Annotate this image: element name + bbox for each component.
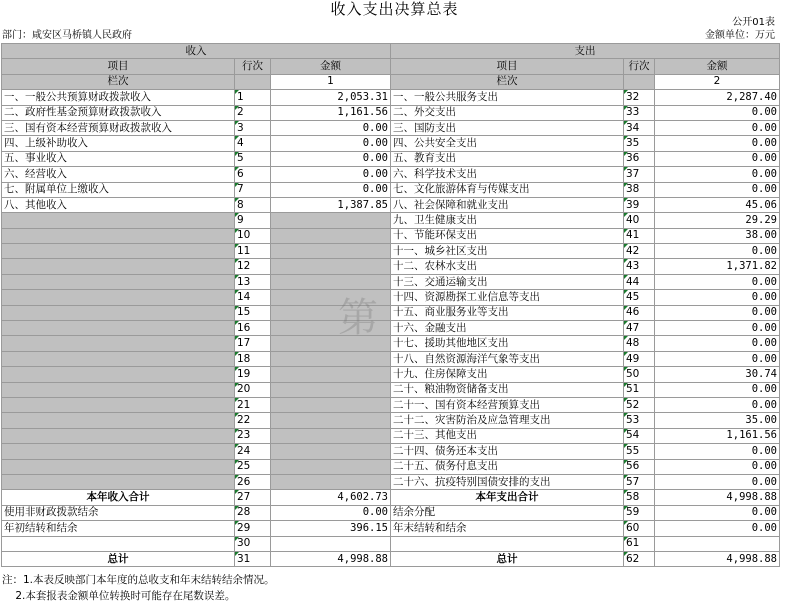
expense-total-line-cell[interactable]: 58 (624, 490, 655, 505)
footnotes (2, 572, 275, 604)
expense-line-cell[interactable]: 46 (624, 305, 655, 320)
income-item-cell[interactable] (2, 274, 235, 289)
income-amount-cell[interactable] (271, 228, 391, 243)
expense-amount-cell[interactable]: 0.00 (655, 444, 780, 459)
income-item-cell[interactable] (2, 305, 235, 320)
table-row (2, 382, 780, 397)
income-line-cell[interactable]: 16 (235, 321, 271, 336)
expense-line-header[interactable]: 行次 (624, 59, 655, 74)
income-item-cell[interactable] (2, 444, 235, 459)
expense-amount-cell[interactable]: 0.00 (655, 120, 780, 135)
income-amount-cell[interactable]: 0.00 (271, 136, 391, 151)
expense-total-item-cell[interactable]: 本年支出合计 (391, 490, 624, 505)
income-total-item-cell[interactable]: 总计 (2, 551, 235, 566)
income-amount-cell[interactable] (271, 413, 391, 428)
expense-amount-cell[interactable]: 0.00 (655, 305, 780, 320)
expense-item-cell[interactable]: 一、一般公共服务支出 (391, 90, 624, 105)
expense-item-cell[interactable]: 二十一、国有资本经营预算支出 (391, 397, 624, 412)
section-header-row (2, 44, 780, 59)
footnote-2: 2.本套报表金额单位转换时可能存在尾数误差。 (2, 590, 236, 602)
table-row (2, 505, 780, 520)
expense-amount-cell[interactable]: 2,287.40 (655, 90, 780, 105)
expense-total-amount-cell[interactable]: 4,998.88 (655, 551, 780, 566)
expense-item-cell[interactable]: 二十六、抗疫特别国债安排的支出 (391, 474, 624, 489)
expense-item-cell[interactable]: 七、文化旅游体育与传媒支出 (391, 182, 624, 197)
income-total-amount-cell[interactable]: 4,998.88 (271, 551, 391, 566)
income-line-cell[interactable]: 3 (235, 120, 271, 135)
income-line-header[interactable]: 行次 (235, 59, 271, 74)
income-total-line-cell[interactable]: 27 (235, 490, 271, 505)
income-amount-cell[interactable] (271, 459, 391, 474)
income-amount-cell[interactable] (271, 428, 391, 443)
table-row (2, 474, 780, 489)
department-label: 部门：咸安区马桥镇人民政府 (2, 30, 132, 41)
income-total-item-cell[interactable]: 年初结转和结余 (2, 521, 235, 536)
expense-line-cell[interactable]: 42 (624, 244, 655, 259)
table-row (2, 90, 780, 105)
income-item-cell[interactable] (2, 459, 235, 474)
expense-item-cell[interactable]: 四、公共安全支出 (391, 136, 624, 151)
page-title: 收入支出决算总表 (330, 0, 459, 18)
total-row (2, 551, 780, 566)
table-row (2, 197, 780, 212)
expense-amount-cell[interactable]: 0.00 (655, 244, 780, 259)
income-section-header[interactable]: 收入 (2, 44, 391, 59)
expense-column-number[interactable]: 2 (655, 74, 780, 89)
table-row (2, 444, 780, 459)
income-line-cell[interactable]: 10 (235, 228, 271, 243)
income-item-cell[interactable] (2, 382, 235, 397)
income-item-cell[interactable] (2, 321, 235, 336)
expense-amount-cell[interactable]: 38.00 (655, 228, 780, 243)
expense-amount-cell[interactable]: 1,161.56 (655, 428, 780, 443)
income-item-cell[interactable]: 二、政府性基金预算财政拨款收入 (2, 105, 235, 120)
expense-line-cell[interactable]: 34 (624, 120, 655, 135)
expense-line-cell[interactable]: 36 (624, 151, 655, 166)
income-line-cell[interactable]: 17 (235, 336, 271, 351)
income-amount-cell[interactable]: 0.00 (271, 167, 391, 182)
income-total-amount-cell[interactable] (271, 536, 391, 551)
income-line-cell[interactable]: 5 (235, 151, 271, 166)
income-item-cell[interactable] (2, 290, 235, 305)
income-item-cell[interactable] (2, 259, 235, 274)
total-row (2, 490, 780, 505)
income-item-cell[interactable]: 八、其他收入 (2, 197, 235, 212)
income-amount-cell[interactable] (271, 213, 391, 228)
expense-line-cell[interactable]: 43 (624, 259, 655, 274)
income-line-cell[interactable]: 12 (235, 259, 271, 274)
table-row (2, 213, 780, 228)
table-row (2, 367, 780, 382)
expense-item-cell[interactable]: 十七、援助其他地区支出 (391, 336, 624, 351)
expense-amount-cell[interactable]: 29.29 (655, 213, 780, 228)
expense-item-cell[interactable]: 二、外交支出 (391, 105, 624, 120)
income-item-cell[interactable] (2, 474, 235, 489)
income-amount-cell[interactable] (271, 397, 391, 412)
income-amount-cell[interactable] (271, 367, 391, 382)
expense-total-line-cell[interactable]: 60 (624, 521, 655, 536)
income-item-cell[interactable] (2, 213, 235, 228)
income-total-line-cell[interactable]: 28 (235, 505, 271, 520)
income-line-cell[interactable]: 6 (235, 167, 271, 182)
expense-item-cell[interactable]: 二十三、其他支出 (391, 428, 624, 443)
expense-line-cell[interactable]: 41 (624, 228, 655, 243)
table-row (2, 274, 780, 289)
expense-amount-cell[interactable]: 0.00 (655, 351, 780, 366)
expense-amount-cell[interactable]: 1,371.82 (655, 259, 780, 274)
table-row (2, 228, 780, 243)
income-total-item-cell[interactable]: 本年收入合计 (2, 490, 235, 505)
expense-item-cell[interactable]: 十、节能环保支出 (391, 228, 624, 243)
expense-amount-cell[interactable]: 30.74 (655, 367, 780, 382)
table-row (2, 290, 780, 305)
income-total-line-cell[interactable]: 31 (235, 551, 271, 566)
table-row (2, 413, 780, 428)
expense-amount-cell[interactable]: 0.00 (655, 151, 780, 166)
income-item-cell[interactable] (2, 244, 235, 259)
income-item-cell[interactable] (2, 428, 235, 443)
table-row (2, 136, 780, 151)
income-line-cell[interactable]: 8 (235, 197, 271, 212)
expense-amount-cell[interactable]: 0.00 (655, 182, 780, 197)
income-amount-cell[interactable] (271, 351, 391, 366)
expense-item-cell[interactable]: 二十五、债务付息支出 (391, 459, 624, 474)
table-row (2, 351, 780, 366)
income-line-cell[interactable]: 24 (235, 444, 271, 459)
income-line-cell[interactable]: 1 (235, 90, 271, 105)
income-total-amount-cell[interactable]: 0.00 (271, 505, 391, 520)
expense-line-cell[interactable]: 45 (624, 290, 655, 305)
expense-total-item-cell[interactable]: 总计 (391, 551, 624, 566)
income-line-cell[interactable]: 18 (235, 351, 271, 366)
table-row (2, 336, 780, 351)
table-row (2, 428, 780, 443)
expense-line-cell[interactable]: 56 (624, 459, 655, 474)
income-amount-cell[interactable] (271, 382, 391, 397)
expense-line-cell[interactable]: 47 (624, 321, 655, 336)
expense-amount-cell[interactable]: 0.00 (655, 474, 780, 489)
income-total-line-cell[interactable]: 29 (235, 521, 271, 536)
income-line-cell[interactable]: 21 (235, 397, 271, 412)
income-line-cell[interactable]: 4 (235, 136, 271, 151)
table-row (2, 305, 780, 320)
income-item-cell[interactable]: 三、国有资本经营预算财政拨款收入 (2, 120, 235, 135)
expense-item-cell[interactable]: 五、教育支出 (391, 151, 624, 166)
expense-amount-header[interactable]: 金额 (655, 59, 780, 74)
income-item-cell[interactable] (2, 367, 235, 382)
expense-item-cell[interactable]: 十三、交通运输支出 (391, 274, 624, 289)
expense-line-cell[interactable]: 35 (624, 136, 655, 151)
table-row (2, 521, 780, 536)
table-row (2, 167, 780, 182)
income-line-cell[interactable]: 22 (235, 413, 271, 428)
expense-item-cell[interactable]: 三、国防支出 (391, 120, 624, 135)
income-column-line-blank[interactable] (235, 74, 271, 89)
expense-item-cell[interactable]: 十六、金融支出 (391, 321, 624, 336)
expense-total-item-cell[interactable]: 年末结转和结余 (391, 521, 624, 536)
income-expense-table (1, 43, 780, 567)
expense-amount-cell[interactable]: 0.00 (655, 274, 780, 289)
table-row (2, 120, 780, 135)
expense-line-cell[interactable]: 37 (624, 167, 655, 182)
expense-section-header[interactable]: 支出 (391, 44, 780, 59)
income-item-cell[interactable] (2, 228, 235, 243)
income-line-cell[interactable]: 19 (235, 367, 271, 382)
income-amount-cell[interactable]: 0.00 (271, 151, 391, 166)
column-index-row (2, 74, 780, 89)
income-line-cell[interactable]: 7 (235, 182, 271, 197)
income-line-cell[interactable]: 25 (235, 459, 271, 474)
expense-column-line-blank[interactable] (624, 74, 655, 89)
income-item-header[interactable]: 项目 (2, 59, 235, 74)
table-row (2, 182, 780, 197)
income-amount-cell[interactable]: 1,161.56 (271, 105, 391, 120)
expense-line-cell[interactable]: 54 (624, 428, 655, 443)
income-amount-cell[interactable] (271, 290, 391, 305)
income-total-amount-cell[interactable]: 4,602.73 (271, 490, 391, 505)
income-line-cell[interactable]: 14 (235, 290, 271, 305)
footnote-1: 注：1.本表反映部门本年度的总收支和年末结转结余情况。 (2, 574, 275, 586)
income-total-item-cell[interactable] (2, 536, 235, 551)
expense-line-cell[interactable]: 33 (624, 105, 655, 120)
expense-line-cell[interactable]: 39 (624, 197, 655, 212)
income-amount-cell[interactable] (271, 259, 391, 274)
income-line-cell[interactable]: 15 (235, 305, 271, 320)
expense-amount-cell[interactable]: 0.00 (655, 290, 780, 305)
expense-line-cell[interactable]: 57 (624, 474, 655, 489)
income-item-cell[interactable] (2, 413, 235, 428)
expense-line-cell[interactable]: 50 (624, 367, 655, 382)
expense-amount-cell[interactable]: 45.06 (655, 197, 780, 212)
expense-total-line-cell[interactable]: 59 (624, 505, 655, 520)
expense-total-amount-cell[interactable]: 0.00 (655, 521, 780, 536)
income-column-label[interactable]: 栏次 (2, 74, 235, 89)
income-item-cell[interactable]: 五、事业收入 (2, 151, 235, 166)
expense-line-cell[interactable]: 38 (624, 182, 655, 197)
watermark-text: 第 (338, 295, 378, 341)
expense-amount-cell[interactable]: 0.00 (655, 397, 780, 412)
income-amount-cell[interactable]: 0.00 (271, 182, 391, 197)
unit-label: 金额单位：万元 (705, 30, 775, 41)
expense-item-cell[interactable]: 二十、粮油物资储备支出 (391, 382, 624, 397)
expense-amount-cell[interactable]: 35.00 (655, 413, 780, 428)
expense-line-cell[interactable]: 48 (624, 336, 655, 351)
expense-line-cell[interactable]: 49 (624, 351, 655, 366)
expense-total-amount-cell[interactable]: 4,998.88 (655, 490, 780, 505)
income-line-cell[interactable]: 26 (235, 474, 271, 489)
expense-column-label[interactable]: 栏次 (391, 74, 624, 89)
expense-total-amount-cell[interactable] (655, 536, 780, 551)
expense-item-cell[interactable]: 十九、住房保障支出 (391, 367, 624, 382)
income-item-cell[interactable]: 七、附属单位上缴收入 (2, 182, 235, 197)
income-line-cell[interactable]: 9 (235, 213, 271, 228)
expense-item-header[interactable]: 项目 (391, 59, 624, 74)
income-amount-cell[interactable] (271, 274, 391, 289)
expense-item-cell[interactable]: 十一、城乡社区支出 (391, 244, 624, 259)
expense-total-amount-cell[interactable]: 0.00 (655, 505, 780, 520)
income-item-cell[interactable]: 四、上级补助收入 (2, 136, 235, 151)
income-column-number[interactable]: 1 (271, 74, 391, 89)
expense-amount-cell[interactable]: 0.00 (655, 105, 780, 120)
table-row (2, 151, 780, 166)
expense-item-cell[interactable]: 二十四、债务还本支出 (391, 444, 624, 459)
income-line-cell[interactable]: 23 (235, 428, 271, 443)
income-item-cell[interactable] (2, 397, 235, 412)
income-amount-cell[interactable]: 0.00 (271, 120, 391, 135)
expense-line-cell[interactable]: 51 (624, 382, 655, 397)
table-row (2, 244, 780, 259)
income-line-cell[interactable]: 11 (235, 244, 271, 259)
expense-amount-cell[interactable]: 0.00 (655, 382, 780, 397)
expense-amount-cell[interactable]: 0.00 (655, 321, 780, 336)
income-amount-cell[interactable] (271, 244, 391, 259)
expense-item-cell[interactable]: 十二、农林水支出 (391, 259, 624, 274)
expense-item-cell[interactable]: 二十二、灾害防治及应急管理支出 (391, 413, 624, 428)
income-amount-cell[interactable] (271, 444, 391, 459)
expense-item-cell[interactable]: 十四、资源勘探工业信息等支出 (391, 290, 624, 305)
expense-item-cell[interactable]: 十八、自然资源海洋气象等支出 (391, 351, 624, 366)
form-code: 公开01表 (732, 17, 775, 28)
table-row (2, 105, 780, 120)
income-item-cell[interactable]: 六、经营收入 (2, 167, 235, 182)
income-amount-header[interactable]: 金额 (271, 59, 391, 74)
expense-line-cell[interactable]: 52 (624, 397, 655, 412)
column-header-row (2, 59, 780, 74)
income-line-cell[interactable]: 20 (235, 382, 271, 397)
expense-line-cell[interactable]: 40 (624, 213, 655, 228)
expense-amount-cell[interactable]: 0.00 (655, 167, 780, 182)
income-amount-cell[interactable]: 1,387.85 (271, 197, 391, 212)
expense-item-cell[interactable]: 十五、商业服务业等支出 (391, 305, 624, 320)
income-amount-cell[interactable]: 2,053.31 (271, 90, 391, 105)
income-total-item-cell[interactable]: 使用非财政拨款结余 (2, 505, 235, 520)
expense-total-item-cell[interactable] (391, 536, 624, 551)
expense-amount-cell[interactable]: 0.00 (655, 459, 780, 474)
expense-line-cell[interactable]: 53 (624, 413, 655, 428)
expense-total-item-cell[interactable]: 结余分配 (391, 505, 624, 520)
table-row (2, 321, 780, 336)
expense-amount-cell[interactable]: 0.00 (655, 136, 780, 151)
expense-item-cell[interactable]: 九、卫生健康支出 (391, 213, 624, 228)
table-row (2, 536, 780, 551)
income-item-cell[interactable]: 一、一般公共预算财政拨款收入 (2, 90, 235, 105)
income-line-cell[interactable]: 2 (235, 105, 271, 120)
table-row (2, 397, 780, 412)
income-total-amount-cell[interactable]: 396.15 (271, 521, 391, 536)
income-line-cell[interactable]: 13 (235, 274, 271, 289)
expense-line-cell[interactable]: 32 (624, 90, 655, 105)
income-total-line-cell[interactable]: 30 (235, 536, 271, 551)
expense-item-cell[interactable]: 八、社会保障和就业支出 (391, 197, 624, 212)
table-row (2, 459, 780, 474)
income-amount-cell[interactable] (271, 321, 391, 336)
income-amount-cell[interactable] (271, 336, 391, 351)
income-amount-cell[interactable] (271, 305, 391, 320)
expense-total-line-cell[interactable]: 61 (624, 536, 655, 551)
income-item-cell[interactable] (2, 351, 235, 366)
expense-line-cell[interactable]: 55 (624, 444, 655, 459)
expense-total-line-cell[interactable]: 62 (624, 551, 655, 566)
income-amount-cell[interactable] (271, 474, 391, 489)
expense-item-cell[interactable]: 六、科学技术支出 (391, 167, 624, 182)
table-row (2, 259, 780, 274)
income-item-cell[interactable] (2, 336, 235, 351)
expense-amount-cell[interactable]: 0.00 (655, 336, 780, 351)
expense-line-cell[interactable]: 44 (624, 274, 655, 289)
